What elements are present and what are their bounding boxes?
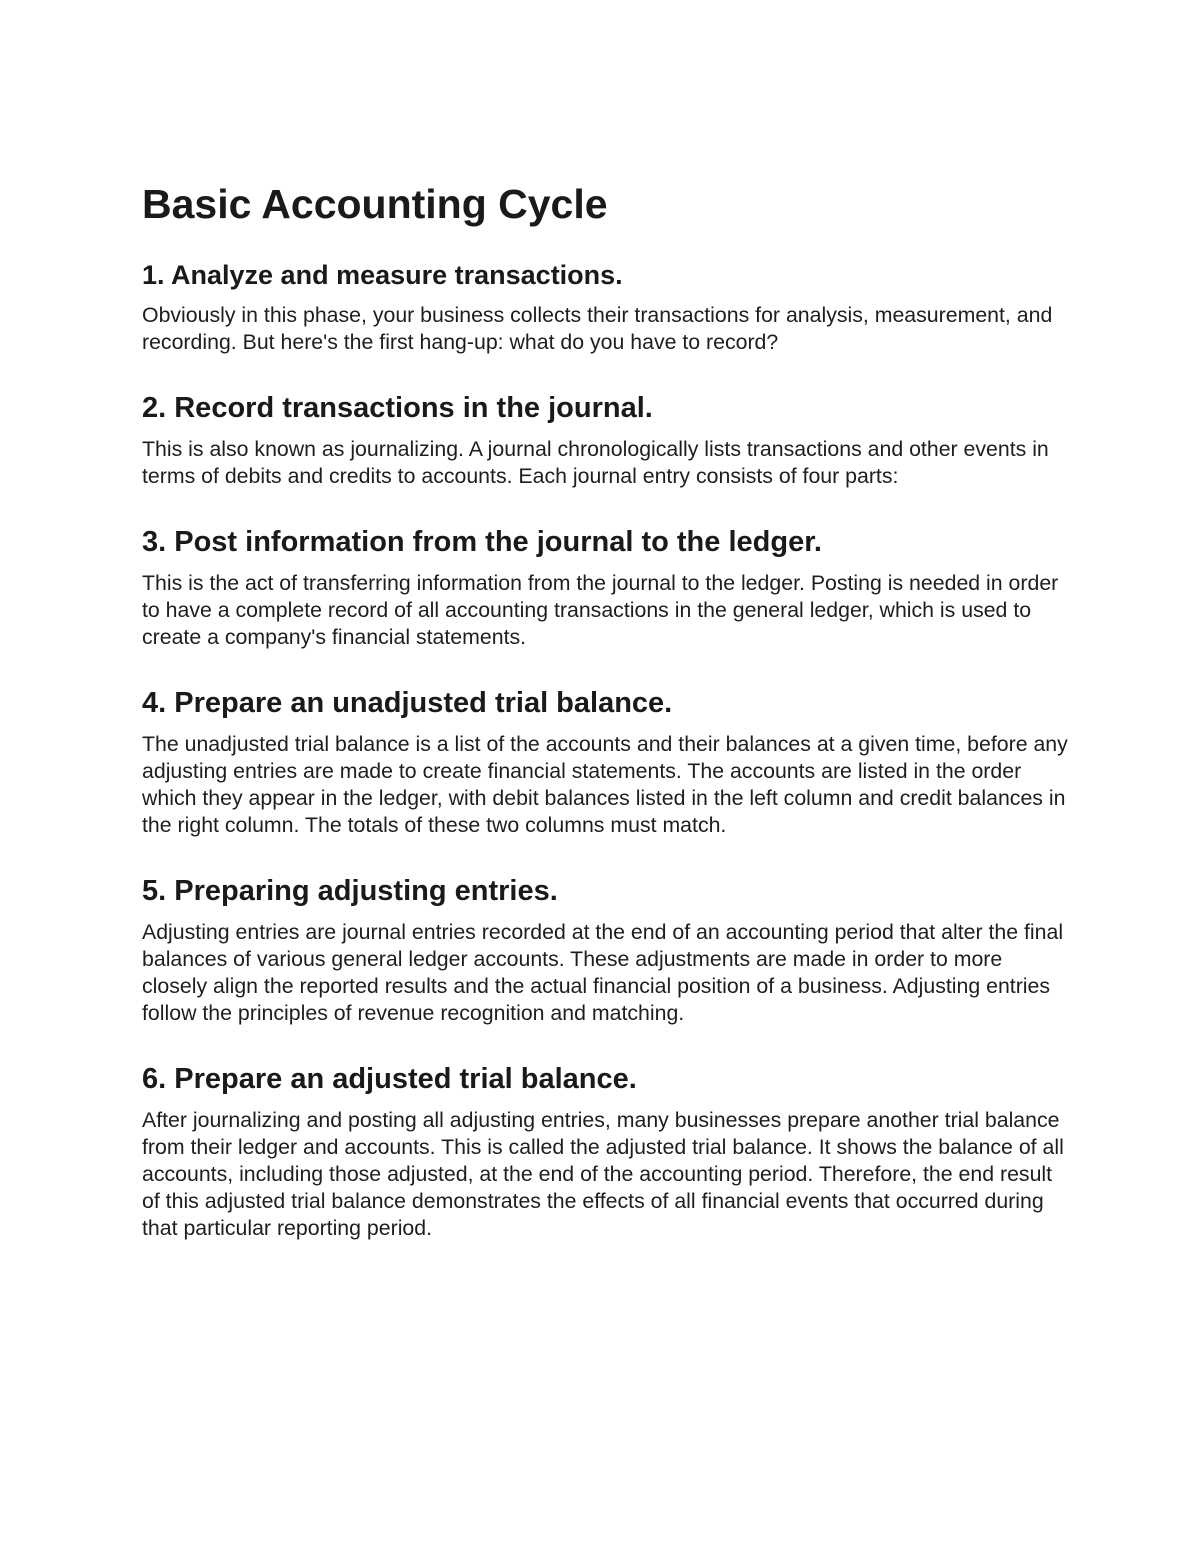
section-unadjusted-trial-balance <box>142 685 1072 839</box>
section-body: Adjusting entries are journal entries recorded at the end of an accounting period that alter the final balances of various general ledger accounts. These adjustments are made in order to more closely align the reported results and the actual financial position of a business. Adjusting entries follow the principles of revenue recognition and matching. <box>142 920 1064 1025</box>
document-page <box>142 180 1072 1276</box>
section-record-transactions <box>142 390 1072 490</box>
section-body: The unadjusted trial balance is a list of the accounts and their balances at a given time, before any adjusting entries are made to create financial statements. The accounts are listed in the order which they appear in the ledger, with debit balances listed in the left column and credit balances in the right column. The totals of these two columns must match. <box>142 732 1068 837</box>
section-heading: 1. Analyze and measure transactions. <box>142 260 623 290</box>
section-adjusted-trial-balance <box>142 1061 1072 1242</box>
section-body: This is the act of transferring information from the journal to the ledger. Posting is needed in order to have a complete record of all accounting transactions in the general ledger, which is used to create a company's financial statements. <box>142 571 1059 649</box>
section-heading: 3. Post information from the journal to the ledger. <box>142 526 822 558</box>
section-body: Obviously in this phase, your business collects their transactions for analysis, measurement, and recording. But here's the first hang-up: what do you have to record? <box>142 303 1053 354</box>
section-body: This is also known as journalizing. A journal chronologically lists transactions and other events in terms of debits and credits to accounts. Each journal entry consists of four parts: <box>142 437 1049 488</box>
section-heading: 2. Record transactions in the journal. <box>142 392 653 424</box>
section-heading: 4. Prepare an unadjusted trial balance. <box>142 687 673 719</box>
section-post-to-ledger <box>142 524 1072 651</box>
section-analyze-transactions <box>142 258 1072 356</box>
section-body: After journalizing and posting all adjusting entries, many businesses prepare another trial balance from their ledger and accounts. This is called the adjusted trial balance. It shows the balance of all accounts, including those adjusted, at the end of the accounting period. Therefore, the end result of this adjusted trial balance demonstrates the effects of all financial events that occurred during that particular reporting period. <box>142 1108 1064 1240</box>
section-heading: 5. Preparing adjusting entries. <box>142 875 558 907</box>
section-heading: 6. Prepare an adjusted trial balance. <box>142 1063 637 1095</box>
document-title: Basic Accounting Cycle <box>142 181 608 227</box>
section-adjusting-entries <box>142 873 1072 1027</box>
